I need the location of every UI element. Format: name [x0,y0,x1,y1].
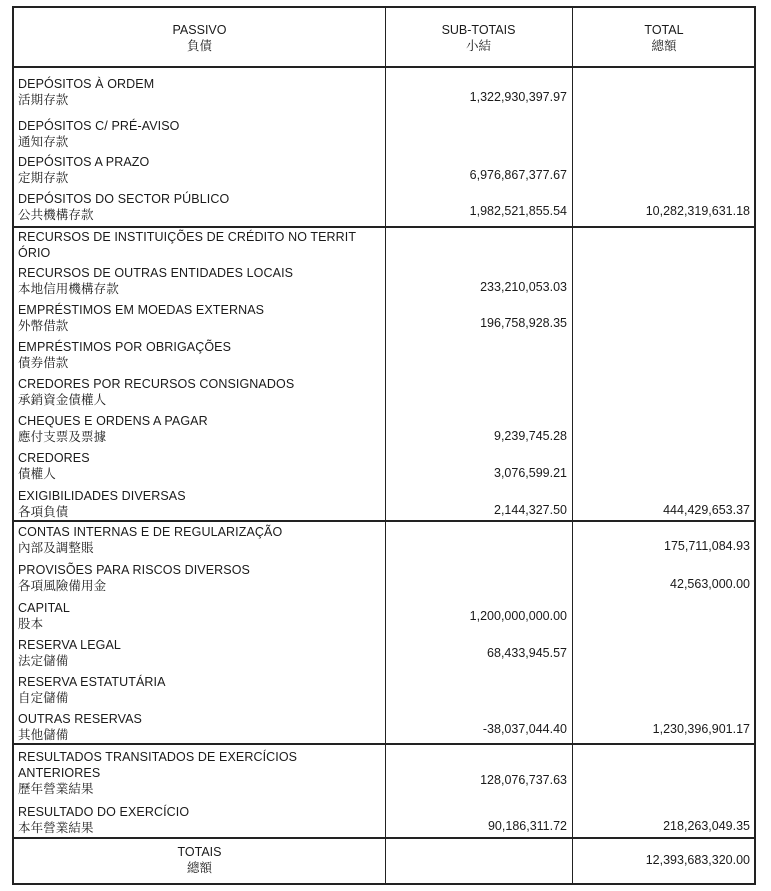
row-label: CAPITAL 股本 [18,601,70,631]
section-divider [385,743,756,745]
row-subtotal: 90,186,311.72 [487,819,567,833]
section-divider [385,226,756,228]
section-divider [14,743,385,745]
row-label: DEPÓSITOS A PRAZO 定期存款 [18,155,150,185]
row-label: OUTRAS RESERVAS 其他儲備 [18,712,142,742]
row-subtotal: 128,076,737.63 [480,773,567,787]
row-subtotal: 233,210,053.03 [480,280,567,294]
row-label: EXIGIBILIDADES DIVERSAS 各項負債 [18,489,186,519]
totals-divider [14,837,754,839]
row-label: EMPRÉSTIMOS POR OBRIGAÇÕES 債券借款 [18,340,232,370]
row-subtotal: 68,433,945.57 [487,646,567,660]
row-label: PROVISÕES PARA RISCOS DIVERSOS 各項風險備用金 [18,563,250,593]
row-label: DEPÓSITOS À ORDEM 活期存款 [18,77,155,107]
header-passivo-label-zh: 負債 [186,39,212,53]
section-divider [385,520,756,522]
row-subtotal: 9,239,745.28 [494,429,567,443]
row-total: 175,711,084.93 [664,539,750,553]
row-label: RESERVA LEGAL 法定儲備 [18,638,121,668]
row-total: 1,230,396,901.17 [652,722,750,736]
header-total [572,22,756,54]
row-subtotal: 3,076,599.21 [494,466,567,480]
row-label: CREDORES 債權人 [18,451,90,481]
column-divider [385,8,386,883]
row-label: RESULTADO DO EXERCÍCIO 本年營業結果 [18,805,190,835]
row-label: CHEQUES E ORDENS A PAGAR 應付支票及票據 [18,414,208,444]
row-label: EMPRÉSTIMOS EM MOEDAS EXTERNAS 外幣借款 [18,303,265,333]
row-label: DEPÓSITOS DO SECTOR PÚBLICO 公共機構存款 [18,192,230,222]
header-total-label-zh: 總額 [651,39,677,53]
row-total: 218,263,049.35 [663,819,750,833]
header-subtotais [385,22,572,54]
row-subtotal: 2,144,327.50 [494,503,567,517]
header-total-label: TOTAL [644,23,684,37]
totals-label: TOTAIS 總額 [177,845,222,875]
section-divider [14,520,385,522]
row-subtotal: 1,322,930,397.97 [469,90,567,104]
row-subtotal: 6,976,867,377.67 [469,168,567,182]
row-label: RECURSOS DE OUTRAS ENTIDADES LOCAIS 本地信用機構存款 [18,266,294,296]
row-label: CREDORES POR RECURSOS CONSIGNADOS 承銷資金債權人 [18,377,295,407]
header-divider [14,66,754,68]
row-subtotal: 1,200,000,000.00 [469,609,567,623]
totals-value: 12,393,683,320.00 [645,853,750,867]
balance-sheet-table [12,6,756,885]
column-divider [572,8,573,883]
row-total: 10,282,319,631.18 [645,204,750,218]
header-subtotais-label: SUB-TOTAIS [441,23,516,37]
row-subtotal: 196,758,928.35 [480,316,567,330]
row-subtotal: 1,982,521,855.54 [469,204,567,218]
section-divider [14,226,385,228]
header-passivo-label: PASSIVO [172,23,227,37]
row-total: 42,563,000.00 [670,577,750,591]
row-label: DEPÓSITOS C/ PRÉ-AVISO 通知存款 [18,119,180,149]
row-subtotal: -38,037,044.40 [482,722,567,736]
header-subtotais-label-zh: 小結 [465,39,491,53]
row-total: 444,429,653.37 [663,503,750,517]
row-label: CONTAS INTERNAS E DE REGULARIZAÇÃO 內部及調整賬 [18,525,283,555]
row-label: RESULTADOS TRANSITADOS DE EXERCÍCIOS ANTERIORES 歷年營業結果 [18,750,298,796]
header-passivo [14,22,385,54]
row-label: RECURSOS DE INSTITUIÇÕES DE CRÉDITO NO TERRIT ÓRIO [18,230,357,260]
row-label: RESERVA ESTATUTÁRIA 自定儲備 [18,675,166,705]
